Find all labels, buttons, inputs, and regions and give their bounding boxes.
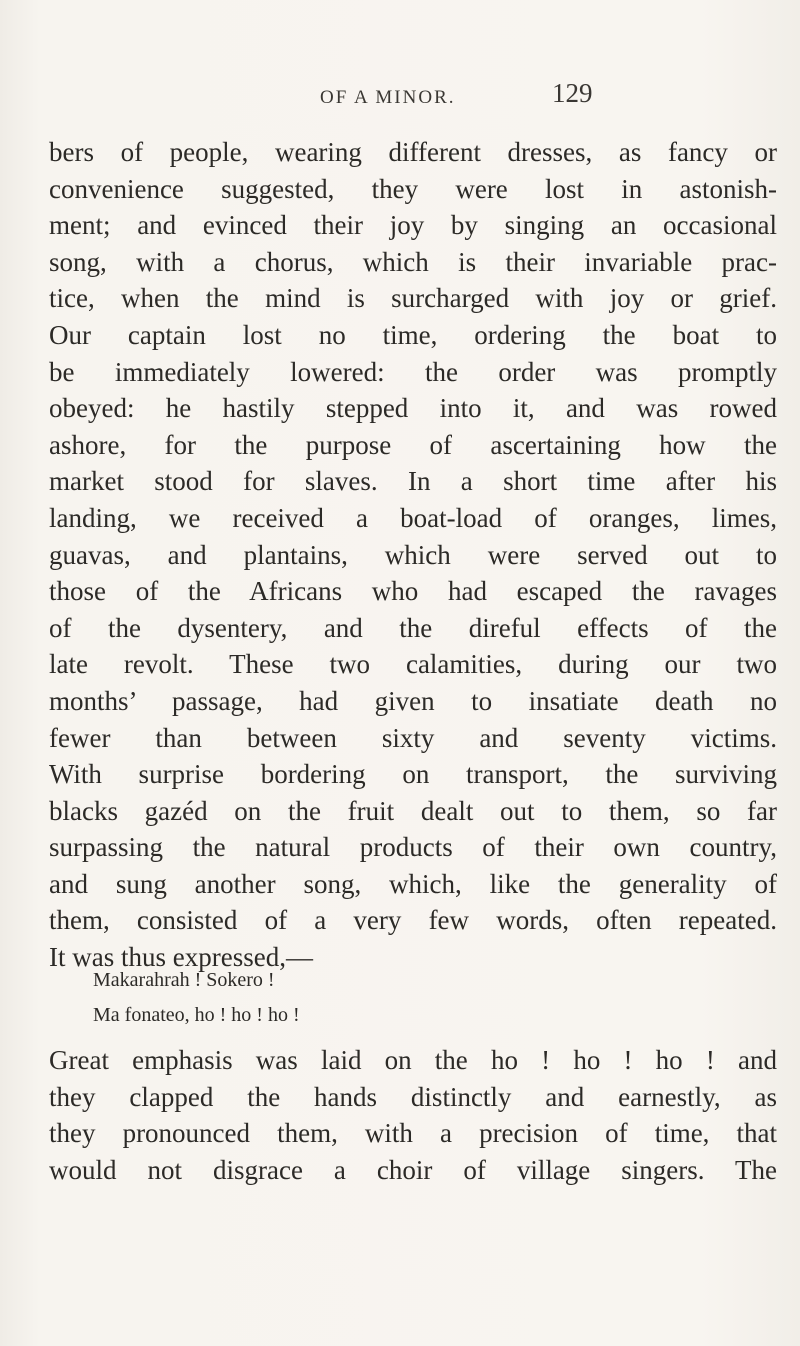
- text-line: song, with a chorus, which is their invariable prac-: [49, 246, 777, 277]
- text-line: market stood for slaves. In a short time after his: [49, 466, 777, 497]
- text-line: be immediately lowered: the order was promptly: [49, 356, 777, 387]
- song-line-2: Ma fonateo, ho ! ho ! ho !: [93, 1004, 300, 1026]
- text-line: would not disgrace a choir of village singers. The: [49, 1154, 777, 1185]
- text-line: those of the Africans who had escaped the ravages: [49, 576, 777, 607]
- text-line: surpassing the natural products of their own country,: [49, 832, 777, 863]
- text-line: them, consisted of a very few words, often repeated.: [49, 905, 777, 936]
- text-line: and sung another song, which, like the generality of: [49, 868, 777, 899]
- text-line: It was thus expressed,—: [49, 942, 313, 973]
- running-head: OF A MINOR.: [320, 87, 456, 108]
- song-line-1: Makarahrah ! Sokero !: [93, 969, 275, 991]
- text-line: tice, when the mind is surcharged with joy or grief.: [49, 283, 777, 314]
- text-line: Great emphasis was laid on the ho ! ho ! ho ! and: [49, 1045, 777, 1075]
- text-line: ashore, for the purpose of ascertaining how the: [49, 429, 777, 460]
- text-line: of the dysentery, and the direful effects of the: [49, 612, 777, 643]
- paragraph-2: [49, 1042, 777, 1188]
- text-line: blacks gazéd on the fruit dealt out to them, so far: [49, 795, 777, 826]
- text-line: With surprise bordering on transport, the surviving: [49, 759, 777, 790]
- paragraph-1: [49, 134, 777, 976]
- text-line: Our captain lost no time, ordering the boat to: [49, 319, 777, 350]
- text-line: obeyed: he hastily stepped into it, and was rowed: [49, 393, 777, 424]
- text-line: late revolt. These two calamities, during our two: [49, 649, 777, 680]
- text-line: fewer than between sixty and seventy victims.: [49, 722, 777, 753]
- text-line: bers of people, wearing different dresses, as fancy or: [49, 137, 777, 167]
- text-line: months’ passage, had given to insatiate death no: [49, 685, 777, 716]
- text-line: landing, we received a boat-load of oranges, limes,: [49, 502, 777, 533]
- text-line: they clapped the hands distinctly and earnestly, as: [49, 1081, 777, 1112]
- text-line: guavas, and plantains, which were served out to: [49, 539, 777, 570]
- page-number: 129: [552, 78, 593, 108]
- text-line: ment; and evinced their joy by singing an occasional: [49, 210, 777, 241]
- text-line: they pronounced them, with a precision of time, that: [49, 1118, 777, 1149]
- text-line: convenience suggested, they were lost in astonish-: [49, 173, 777, 204]
